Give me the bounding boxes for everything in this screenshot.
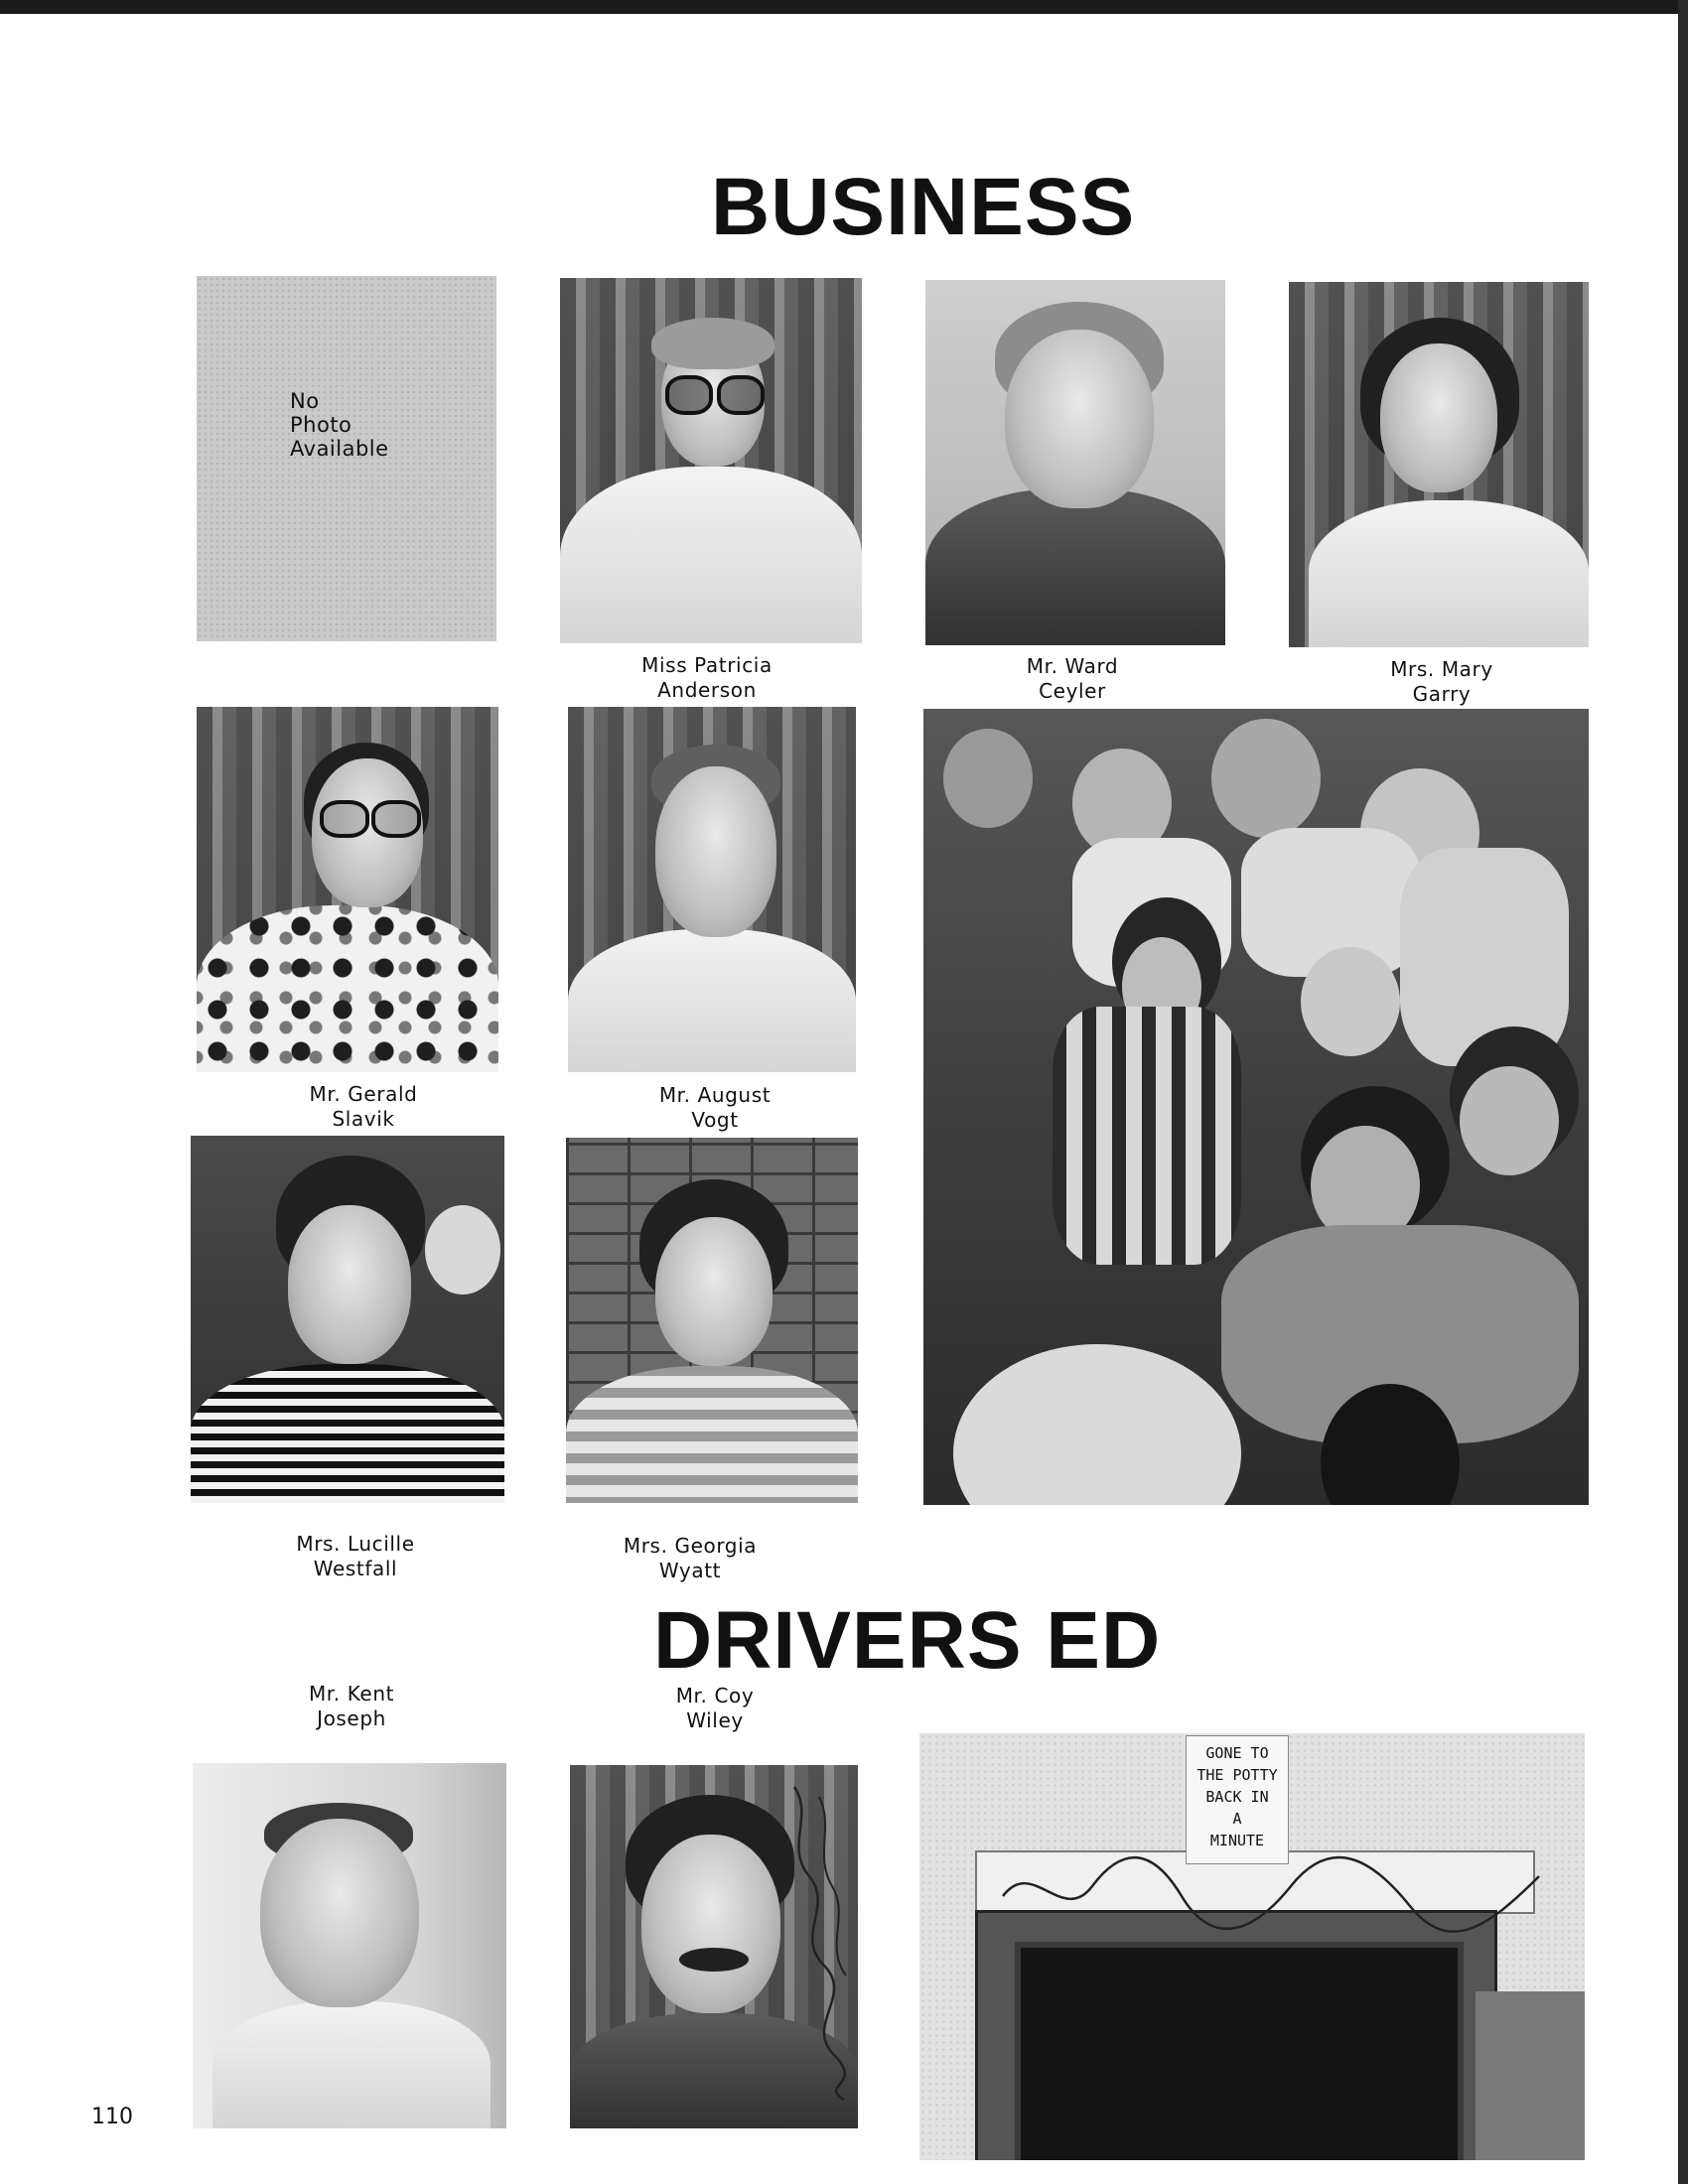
caption-wiley bbox=[596, 1684, 834, 1733]
caption-westfall bbox=[236, 1532, 475, 1581]
face bbox=[1380, 343, 1497, 492]
sign-line: MINUTE bbox=[1209, 1832, 1265, 1849]
no-photo-line: Available bbox=[290, 437, 389, 461]
portrait-photo-vogt bbox=[568, 707, 856, 1072]
shirt bbox=[212, 2001, 491, 2128]
caption-name: Mrs. Mary bbox=[1390, 657, 1493, 681]
caption-surname: Wiley bbox=[686, 1708, 744, 1732]
face bbox=[288, 1205, 411, 1364]
mustache bbox=[679, 1948, 749, 1972]
caption-surname: Garry bbox=[1412, 682, 1472, 706]
caption-garry bbox=[1323, 657, 1561, 707]
simulator-screen bbox=[1015, 1942, 1464, 2160]
business-section-title: BUSINESS bbox=[711, 162, 1136, 252]
caption-anderson bbox=[588, 653, 826, 703]
scan-right-border bbox=[1678, 0, 1688, 2184]
headscarf bbox=[651, 318, 774, 369]
no-photo-line: Photo bbox=[290, 413, 352, 437]
portrait-photo-joseph bbox=[193, 1763, 506, 2128]
caption-surname: Slavik bbox=[332, 1107, 395, 1131]
caption-surname: Vogt bbox=[691, 1108, 739, 1132]
page-number: 110 bbox=[91, 2105, 133, 2129]
caption-surname: Wyatt bbox=[658, 1559, 722, 1582]
face bbox=[260, 1819, 419, 2007]
face bbox=[641, 1835, 780, 2013]
student bbox=[1211, 719, 1321, 838]
student bbox=[943, 729, 1033, 828]
no-photo-line: No bbox=[290, 389, 320, 413]
caption-slavik bbox=[244, 1082, 483, 1132]
portrait-photo-ceyler bbox=[925, 280, 1225, 645]
caption-surname: Westfall bbox=[313, 1557, 398, 1580]
caption-wyatt bbox=[571, 1534, 809, 1583]
sunglasses-right bbox=[717, 375, 765, 415]
glasses-left bbox=[320, 800, 369, 838]
no-photo-text bbox=[290, 389, 389, 461]
caption-name: Mr. August bbox=[658, 1083, 772, 1107]
caption-joseph bbox=[232, 1682, 471, 1731]
shirt bbox=[560, 467, 862, 643]
caption-name: Mrs. Lucille bbox=[296, 1532, 415, 1556]
scan-top-border bbox=[0, 0, 1688, 14]
sign-line: BACK IN bbox=[1205, 1788, 1269, 1806]
caption-vogt bbox=[596, 1083, 834, 1133]
patterned-shirt bbox=[197, 905, 498, 1072]
sign-line: GONE TO bbox=[1205, 1744, 1269, 1762]
caption-surname: Anderson bbox=[657, 678, 757, 702]
caption-name: Miss Patricia bbox=[641, 653, 773, 677]
caption-ceyler bbox=[953, 654, 1192, 704]
caption-name: Mr. Gerald bbox=[309, 1082, 418, 1106]
portrait-photo-anderson bbox=[560, 278, 862, 643]
glasses-right bbox=[371, 800, 421, 838]
striped-top bbox=[566, 1366, 858, 1503]
equipment bbox=[1476, 1991, 1585, 2160]
shirt bbox=[570, 2013, 858, 2128]
drivers-ed-simulator-photo bbox=[919, 1733, 1585, 2160]
caption-surname: Joseph bbox=[317, 1706, 386, 1730]
face bbox=[655, 1217, 773, 1366]
shirt bbox=[568, 929, 856, 1072]
sign-line: THE POTTY bbox=[1196, 1766, 1278, 1784]
class-crowd-photo bbox=[923, 709, 1589, 1505]
foreground-head bbox=[953, 1344, 1241, 1505]
face bbox=[1005, 330, 1154, 508]
caption-name: Mr. Coy bbox=[675, 1684, 755, 1707]
portrait-photo-wiley bbox=[570, 1765, 858, 2128]
no-photo-placeholder bbox=[197, 276, 496, 641]
gone-to-potty-sign bbox=[1186, 1735, 1289, 1864]
shirt bbox=[1309, 500, 1589, 647]
striped-top bbox=[191, 1364, 504, 1503]
caption-surname: Ceyler bbox=[1039, 679, 1106, 703]
portrait-photo-westfall bbox=[191, 1136, 504, 1503]
portrait-photo-garry bbox=[1289, 282, 1589, 647]
portrait-photo-slavik bbox=[197, 707, 498, 1072]
drivers-ed-section-title: DRIVERS ED bbox=[653, 1595, 1162, 1686]
plaid-jacket bbox=[1053, 1007, 1241, 1265]
caption-name: Mr. Ward bbox=[1026, 654, 1119, 678]
student-face bbox=[1460, 1066, 1559, 1175]
caption-name: Mrs. Georgia bbox=[623, 1534, 758, 1558]
jacket bbox=[925, 488, 1225, 645]
badge-decoration bbox=[425, 1205, 500, 1295]
face bbox=[655, 766, 776, 937]
student bbox=[1301, 947, 1400, 1056]
sign-line: A bbox=[1232, 1810, 1242, 1828]
sunglasses-left bbox=[665, 375, 713, 415]
caption-name: Mr. Kent bbox=[308, 1682, 395, 1706]
portrait-photo-wyatt bbox=[566, 1138, 858, 1503]
